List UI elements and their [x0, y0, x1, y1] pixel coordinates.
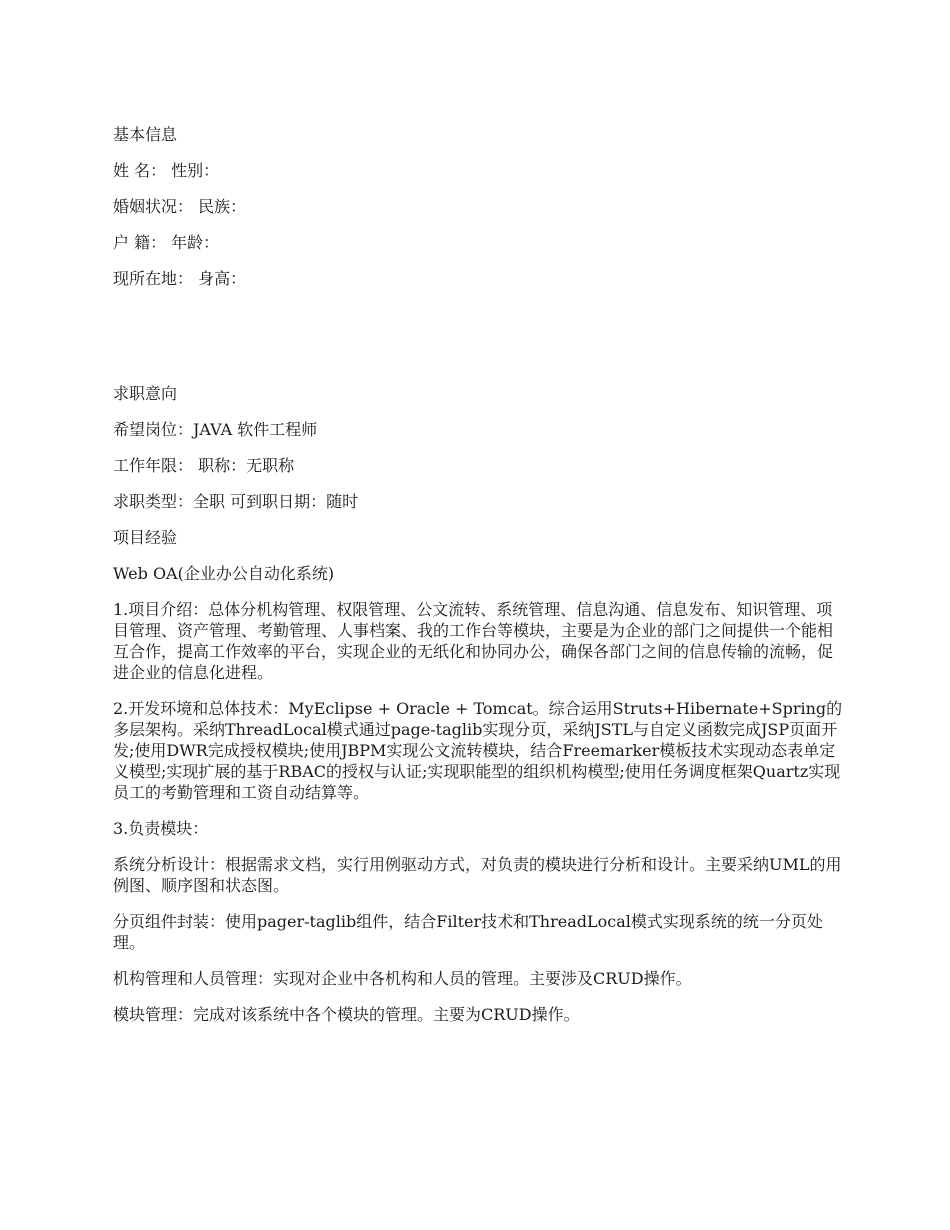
household-age-line: 户 籍： 年龄：: [113, 233, 220, 252]
section-heading-basic-info: 基本信息: [113, 125, 178, 144]
module-org-personnel-management: 机构管理和人员管理：实现对企业中各机构和人员的管理。主要涉及CRUD操作。: [113, 969, 692, 988]
module-pagination-component: 分页组件封装：使用pager-taglib组件，结合Filter技术和ThreadLocal模式实现系统的统一分页处理。: [113, 912, 823, 952]
marital-ethnicity-line: 婚姻状况： 民族：: [113, 197, 247, 216]
project-tech-paragraph: 2.开发环境和总体技术：MyEclipse + Oracle + Tomcat。综合运用Struts+Hibernate+Spring的多层架构。采纳ThreadLocal模式通过page-taglib实现分页，采纳JSTL与自定义函数完成JSP页面开发;使用DWR完成授权模块;使用JBPM实现公文流转模块，结合Freemarker模板技术实现动态表单定义模型;实现扩展的基于RBAC的授权与认证;实现职能型的组织机构模型;使用任务调度框架Quartz实现员工的考勤管理和工资自动结算等。: [113, 699, 843, 802]
resume-document: [113, 124, 843, 1040]
module-system-analysis: 系统分析设计：根据需求文档，实行用例驱动方式，对负责的模块进行分析和设计。主要采纳UML的用例图、顺序图和状态图。: [113, 855, 842, 895]
module-module-management: 模块管理：完成对该系统中各个模块的管理。主要为CRUD操作。: [113, 1005, 580, 1024]
section-heading-job-intent: 求职意向: [113, 384, 178, 403]
section-heading-project-experience: 项目经验: [113, 528, 178, 547]
location-height-line: 现所在地： 身高：: [113, 269, 247, 288]
responsible-modules-heading: 3.负责模块：: [113, 819, 209, 838]
section-spacer: [113, 304, 843, 383]
name-gender-line: 姓 名： 性别：: [113, 161, 220, 180]
project-name: Web OA(企业办公自动化系统): [113, 564, 335, 583]
job-type-availability-line: 求职类型：全职 可到职日期：随时: [113, 492, 359, 511]
desired-position-line: 希望岗位：JAVA 软件工程师: [113, 420, 318, 439]
project-intro-paragraph: 1.项目介绍：总体分机构管理、权限管理、公文流转、系统管理、信息沟通、信息发布、知识管理、项目管理、资产管理、考勤管理、人事档案、我的工作台等模块，主要是为企业的部门之间提供一个能相互合作，提高工作效率的平台，实现企业的无纸化和协同办公，确保各部门之间的信息传输的流畅，促进企业的信息化进程。: [113, 600, 834, 682]
work-years-title-line: 工作年限： 职称：无职称: [113, 456, 295, 475]
